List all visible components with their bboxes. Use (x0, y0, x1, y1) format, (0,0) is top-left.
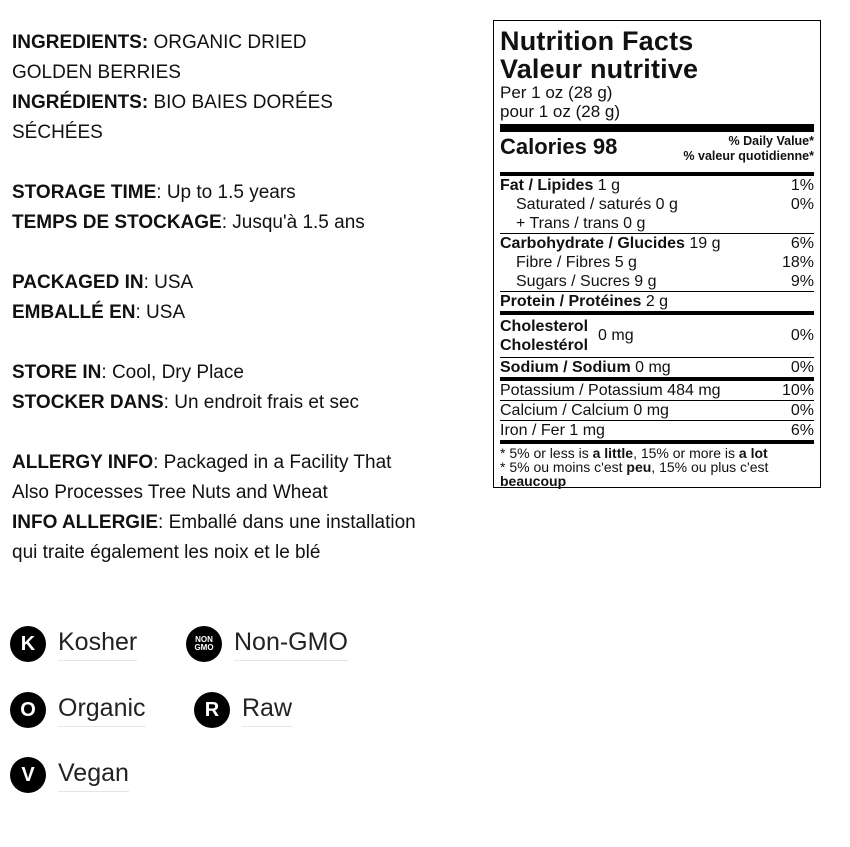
vegan-icon: V (10, 757, 46, 793)
allergy-info-fr: INFO ALLERGIE: Emballé dans une installation (12, 512, 416, 533)
nutrition-footnote: * 5% or less is a little, 15% or more is a lot * 5% ou moins c'est peu, 15% ou plus c'est beaucoup (500, 445, 769, 489)
non-gmo-icon: NON GMO (186, 626, 222, 662)
storage-time-en: STORAGE TIME: Up to 1.5 years (12, 182, 296, 203)
organic-icon: O (10, 692, 46, 728)
store-in-en: STORE IN: Cool, Dry Place (12, 362, 244, 383)
allergy-info-en-cont: Also Processes Tree Nuts and Wheat (12, 482, 328, 503)
nutrition-facts-panel (493, 20, 821, 488)
badge-non-gmo (186, 626, 348, 662)
raw-icon: R (194, 692, 230, 728)
badge-organic (10, 692, 146, 728)
product-info (12, 28, 482, 568)
packaged-in-en: PACKAGED IN: USA (12, 272, 194, 293)
nutrient-row-iron: Iron / Fer 1 mg 6% (500, 422, 814, 439)
nutrient-row-sodium: Sodium / Sodium 0 mg 0% (500, 359, 814, 376)
allergy-info-fr-cont: qui traite également les noix et le blé (12, 542, 321, 563)
nutrient-row-cholesterol: Cholesterol Cholestérol 0 mg 0% (500, 318, 814, 354)
ingredients-en: INGREDIENTS: ORGANIC DRIED (12, 32, 307, 53)
packaged-in-fr: EMBALLÉ EN: USA (12, 302, 186, 323)
nutrient-row-carbohydrate: Carbohydrate / Glucides 19 g 6% (500, 235, 814, 252)
badge-label: Raw (242, 693, 292, 727)
nutrition-title-fr: Valeur nutritive (500, 54, 699, 84)
calories-row (500, 132, 814, 172)
badge-label: Organic (58, 693, 146, 727)
badge-kosher (10, 626, 137, 662)
nutrient-row-sugars: Sugars / Sucres 9 g 9% (516, 273, 814, 290)
nutrient-row-trans: + Trans / trans 0 g (516, 215, 646, 232)
nutrient-row-calcium: Calcium / Calcium 0 mg 0% (500, 402, 814, 419)
storage-time-fr: TEMPS DE STOCKAGE: Jusqu'à 1.5 ans (12, 212, 365, 233)
store-in-fr: STOCKER DANS: Un endroit frais et sec (12, 392, 360, 413)
nutrient-row-fibre: Fibre / Fibres 5 g 18% (516, 254, 814, 271)
badge-vegan (10, 757, 129, 793)
ingredients-fr-cont: SÉCHÉES (12, 122, 103, 143)
kosher-icon: K (10, 626, 46, 662)
allergy-info-en: ALLERGY INFO: Packaged in a Facility That (12, 452, 392, 473)
nutrient-row-protein: Protein / Protéines 2 g (500, 293, 669, 310)
serving-size-fr: pour 1 oz (28 g) (500, 102, 621, 121)
nutrient-row-potassium: Potassium / Potassium 484 mg 10% (500, 382, 814, 399)
nutrition-title-en: Nutrition Facts (500, 26, 694, 56)
badge-raw (194, 692, 292, 728)
calories: Calories 98 (500, 134, 618, 159)
badge-label: Vegan (58, 758, 129, 792)
nutrient-row-fat: Fat / Lipides 1 g 1% (500, 177, 814, 194)
ingredients-fr: INGRÉDIENTS: BIO BAIES DORÉES (12, 92, 333, 113)
serving-size-en: Per 1 oz (28 g) (500, 83, 613, 102)
daily-value-header: % Daily Value* % valeur quotidienne* (683, 134, 814, 163)
badge-label: Kosher (58, 627, 137, 661)
nutrient-row-saturated: Saturated / saturés 0 g 0% (516, 196, 814, 213)
certification-badges (10, 626, 410, 826)
ingredients-en-cont: GOLDEN BERRIES (12, 62, 181, 83)
badge-label: Non-GMO (234, 627, 348, 661)
